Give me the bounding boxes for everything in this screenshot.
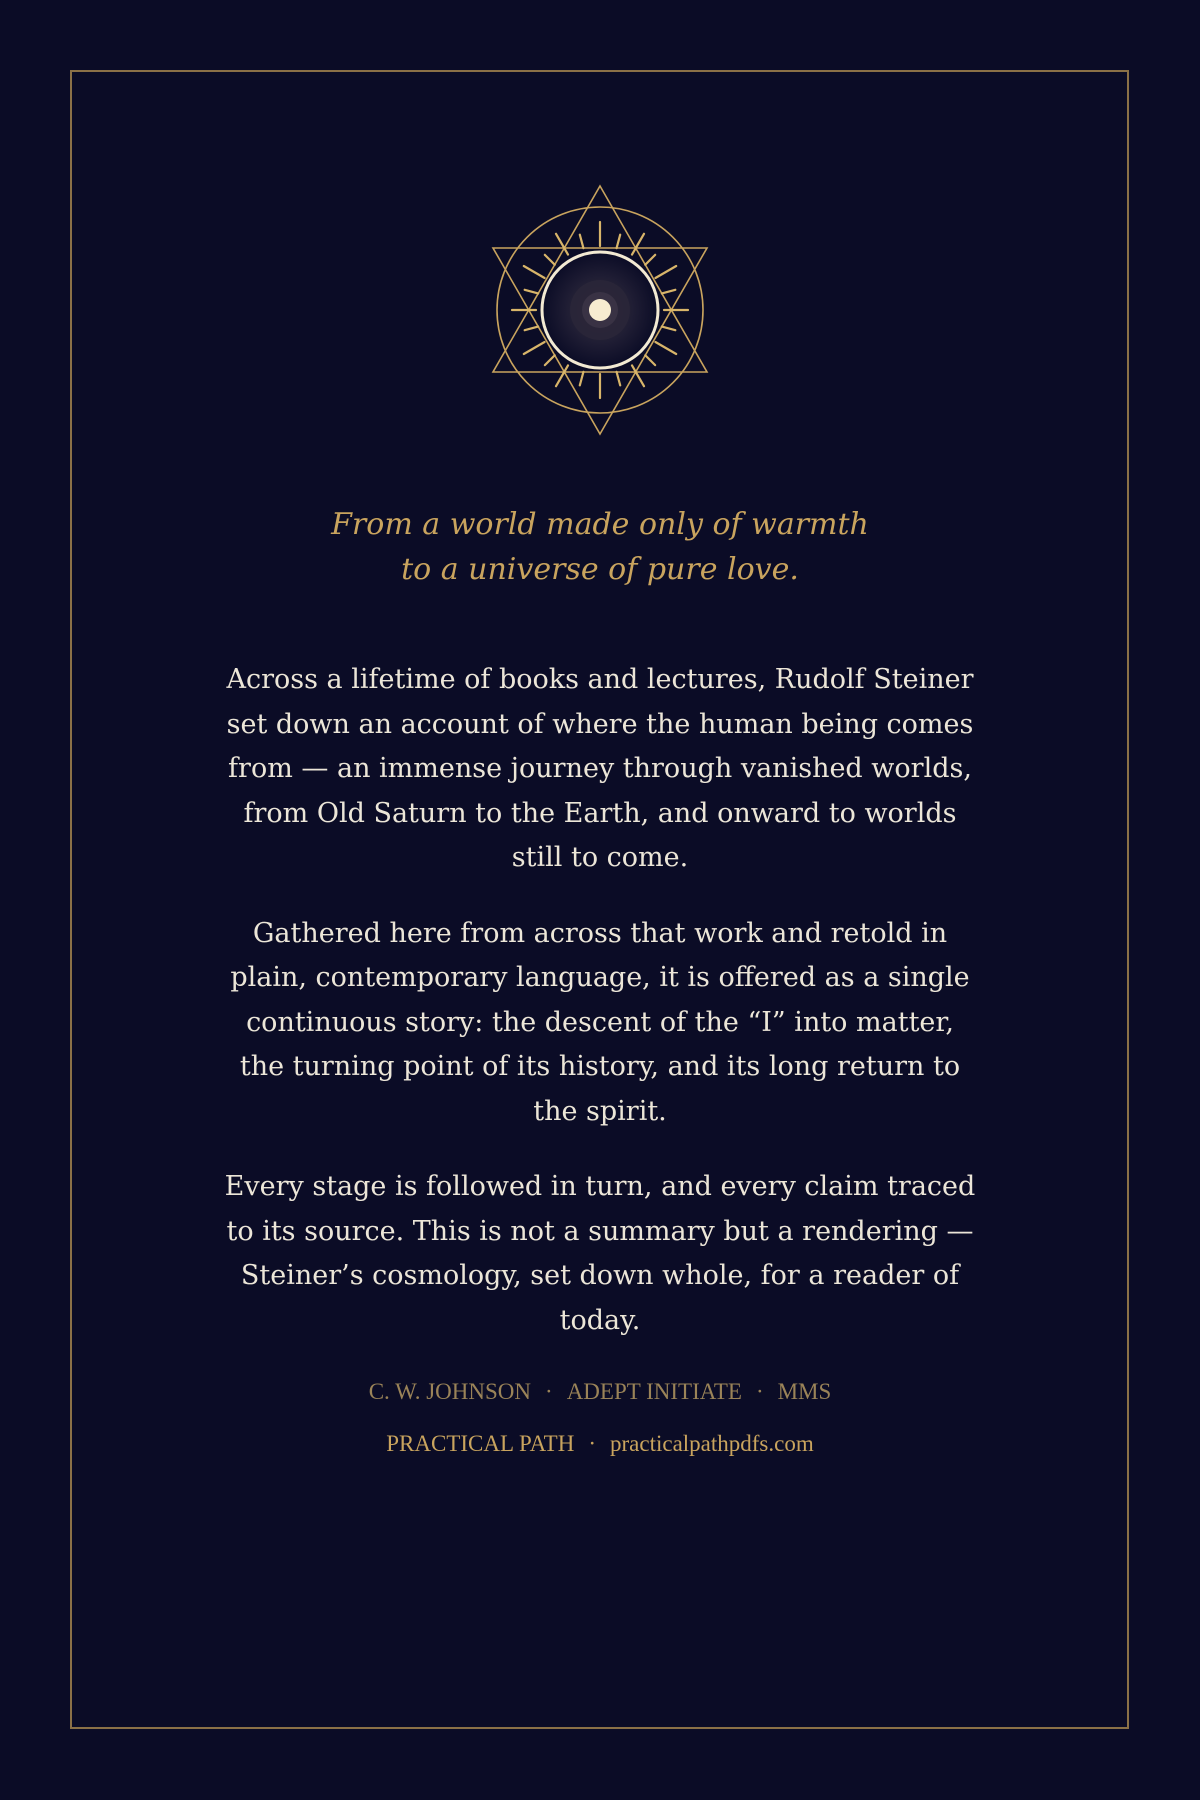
sun-ray bbox=[655, 342, 676, 354]
description-paragraph-3: Every stage is followed in turn, and every claim traced to its source. This is not a summary but a rendering — Steiner’s cosmology, set down whole, for a reader of today. bbox=[224, 1171, 976, 1336]
publisher-website[interactable]: practicalpathpdfs.com bbox=[610, 1431, 814, 1456]
author-title: ADEPT INITIATE bbox=[566, 1379, 742, 1404]
tagline bbox=[200, 502, 1000, 592]
sun-ray bbox=[617, 235, 621, 249]
sun-ray bbox=[655, 266, 676, 278]
separator: · bbox=[545, 1379, 553, 1404]
publisher-credit bbox=[200, 1429, 1000, 1459]
publisher-name: PRACTICAL PATH bbox=[386, 1431, 575, 1456]
sun-ray bbox=[662, 290, 676, 294]
sun-ray bbox=[662, 327, 676, 331]
author-name: C. W. JOHNSON bbox=[368, 1379, 532, 1404]
description bbox=[220, 658, 980, 1374]
sun-ray bbox=[545, 355, 555, 365]
sun-ray bbox=[524, 266, 545, 278]
sun-ray bbox=[645, 255, 655, 265]
sun-ray bbox=[525, 290, 539, 294]
sun-ray bbox=[580, 235, 584, 249]
sun-ray bbox=[645, 355, 655, 365]
author-credit bbox=[200, 1377, 1000, 1407]
sun-ray bbox=[580, 372, 584, 386]
description-paragraph-2: Gathered here from across that work and retold in plain, contemporary language, it is offered as a single continuous story: the descent of the “I” into matter, the turning point of its history, and its long return to the spirit. bbox=[230, 917, 970, 1127]
sun-ray bbox=[545, 255, 555, 265]
sun-ray bbox=[525, 327, 539, 331]
separator: · bbox=[755, 1379, 764, 1404]
separator: · bbox=[588, 1431, 597, 1456]
author-degree: MMS bbox=[777, 1379, 832, 1404]
sun-ray bbox=[524, 342, 545, 354]
tagline-line-1: From a world made only of warmth bbox=[331, 507, 869, 542]
description-paragraph-1: Across a lifetime of books and lectures, Rudolf Steiner set down an account of where the human being comes from — an immense journey through vanished worlds, from Old Saturn to the Earth, and onward to worlds still to come. bbox=[226, 664, 974, 873]
sun-star-of-david-icon bbox=[480, 180, 720, 440]
tagline-line-2: to a universe of pure love. bbox=[401, 552, 799, 587]
sun-ray bbox=[617, 372, 621, 386]
